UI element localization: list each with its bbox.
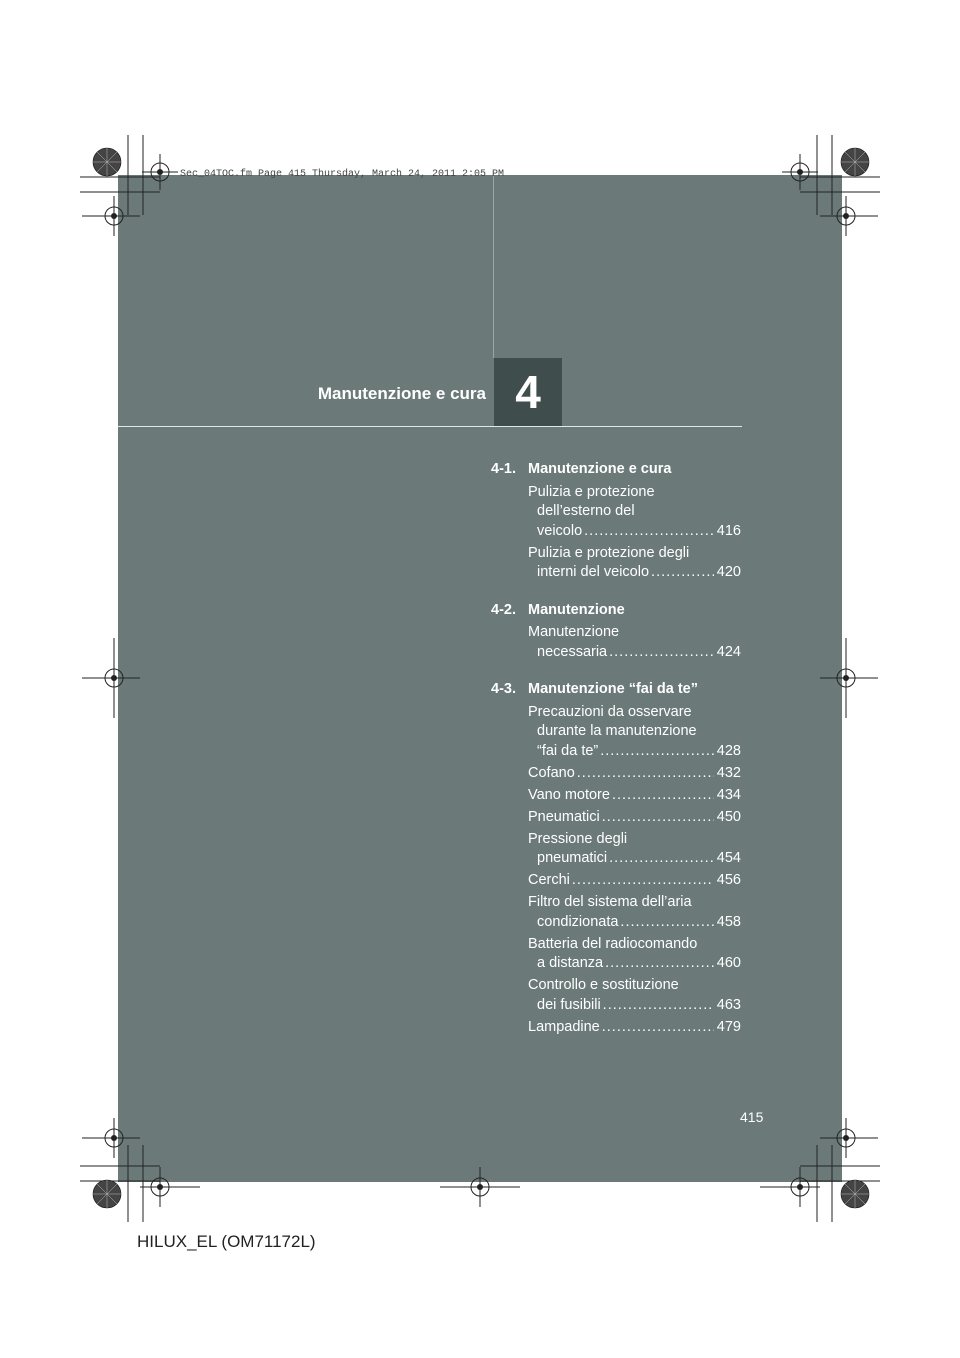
footer-doc-code: HILUX_EL (OM71172L) (137, 1232, 316, 1251)
toc-entry-text: “fai da te” (537, 742, 599, 759)
toc-section-title: Manutenzione (528, 601, 625, 618)
toc-entry-text: Batteria del radiocomando (528, 935, 698, 952)
chapter-title: Manutenzione e cura (317, 384, 486, 403)
toc-section-number: 4-2. (491, 601, 516, 618)
toc-entry-page: 428 (716, 742, 741, 759)
toc-entry-text: Vano motore (528, 786, 610, 803)
toc-entry-text: Cerchi (528, 872, 570, 888)
toc-entry-page: 456 (716, 872, 741, 888)
toc-entry-page: 458 (716, 913, 741, 930)
toc-section-number: 4-3. (491, 681, 516, 697)
toc-entry-page: 454 (716, 850, 741, 866)
page-number: 415 (740, 1109, 764, 1125)
toc-entry-text: Pressione degli (528, 830, 628, 847)
toc-entry-page: 479 (716, 1018, 741, 1035)
toc-entry-text: interni del veicolo (537, 564, 650, 580)
toc-entry-text: durante la manutenzione (537, 723, 697, 739)
toc-entry-text: dei fusibili (537, 996, 601, 1013)
toc-entry-text: condizionata (537, 913, 619, 930)
toc-entry-text: Pulizia e protezione degli (528, 544, 690, 561)
toc-entry-page: 450 (716, 808, 741, 825)
toc-section-title: Manutenzione e cura (528, 461, 672, 477)
toc-entry-text: Filtro del sistema dell’aria (528, 894, 692, 910)
toc-entry-text: Pneumatici (528, 808, 600, 825)
file-info: Sec_04TOC.fm Page 415 Thursday, March 24, 2011 2:05 PM (180, 169, 505, 180)
toc-entry-text: Lampadine (528, 1018, 600, 1035)
toc-entry-text: Cofano (528, 764, 575, 781)
toc-entry-page: 434 (716, 786, 741, 803)
toc-entry-page: 416 (716, 522, 741, 539)
toc-entry-text: veicolo (537, 522, 583, 539)
chapter-number: 4 (515, 366, 541, 418)
toc-entry-text: Manutenzione (528, 624, 620, 640)
toc-entry-text: Controllo e sostituzione (528, 977, 679, 993)
toc-entry-page: 460 (716, 955, 741, 971)
toc-entry-text: pneumatici (537, 850, 608, 866)
toc-entry-text: dell’esterno del (537, 503, 635, 519)
toc-section-title: Manutenzione “fai da te” (528, 681, 698, 697)
toc-section-number: 4-1. (491, 461, 516, 477)
toc-entry-text: a distanza (537, 955, 604, 971)
toc-entry-page: 432 (716, 764, 741, 781)
toc-entry-text: Precauzioni da osservare (528, 703, 692, 720)
toc-entry-page: 463 (716, 996, 741, 1013)
toc-entry-text: Pulizia e protezione (528, 483, 655, 500)
toc-entry-page: 424 (716, 643, 741, 660)
toc-entry-page: 420 (716, 564, 741, 580)
toc-entry-text: necessaria (537, 643, 608, 660)
